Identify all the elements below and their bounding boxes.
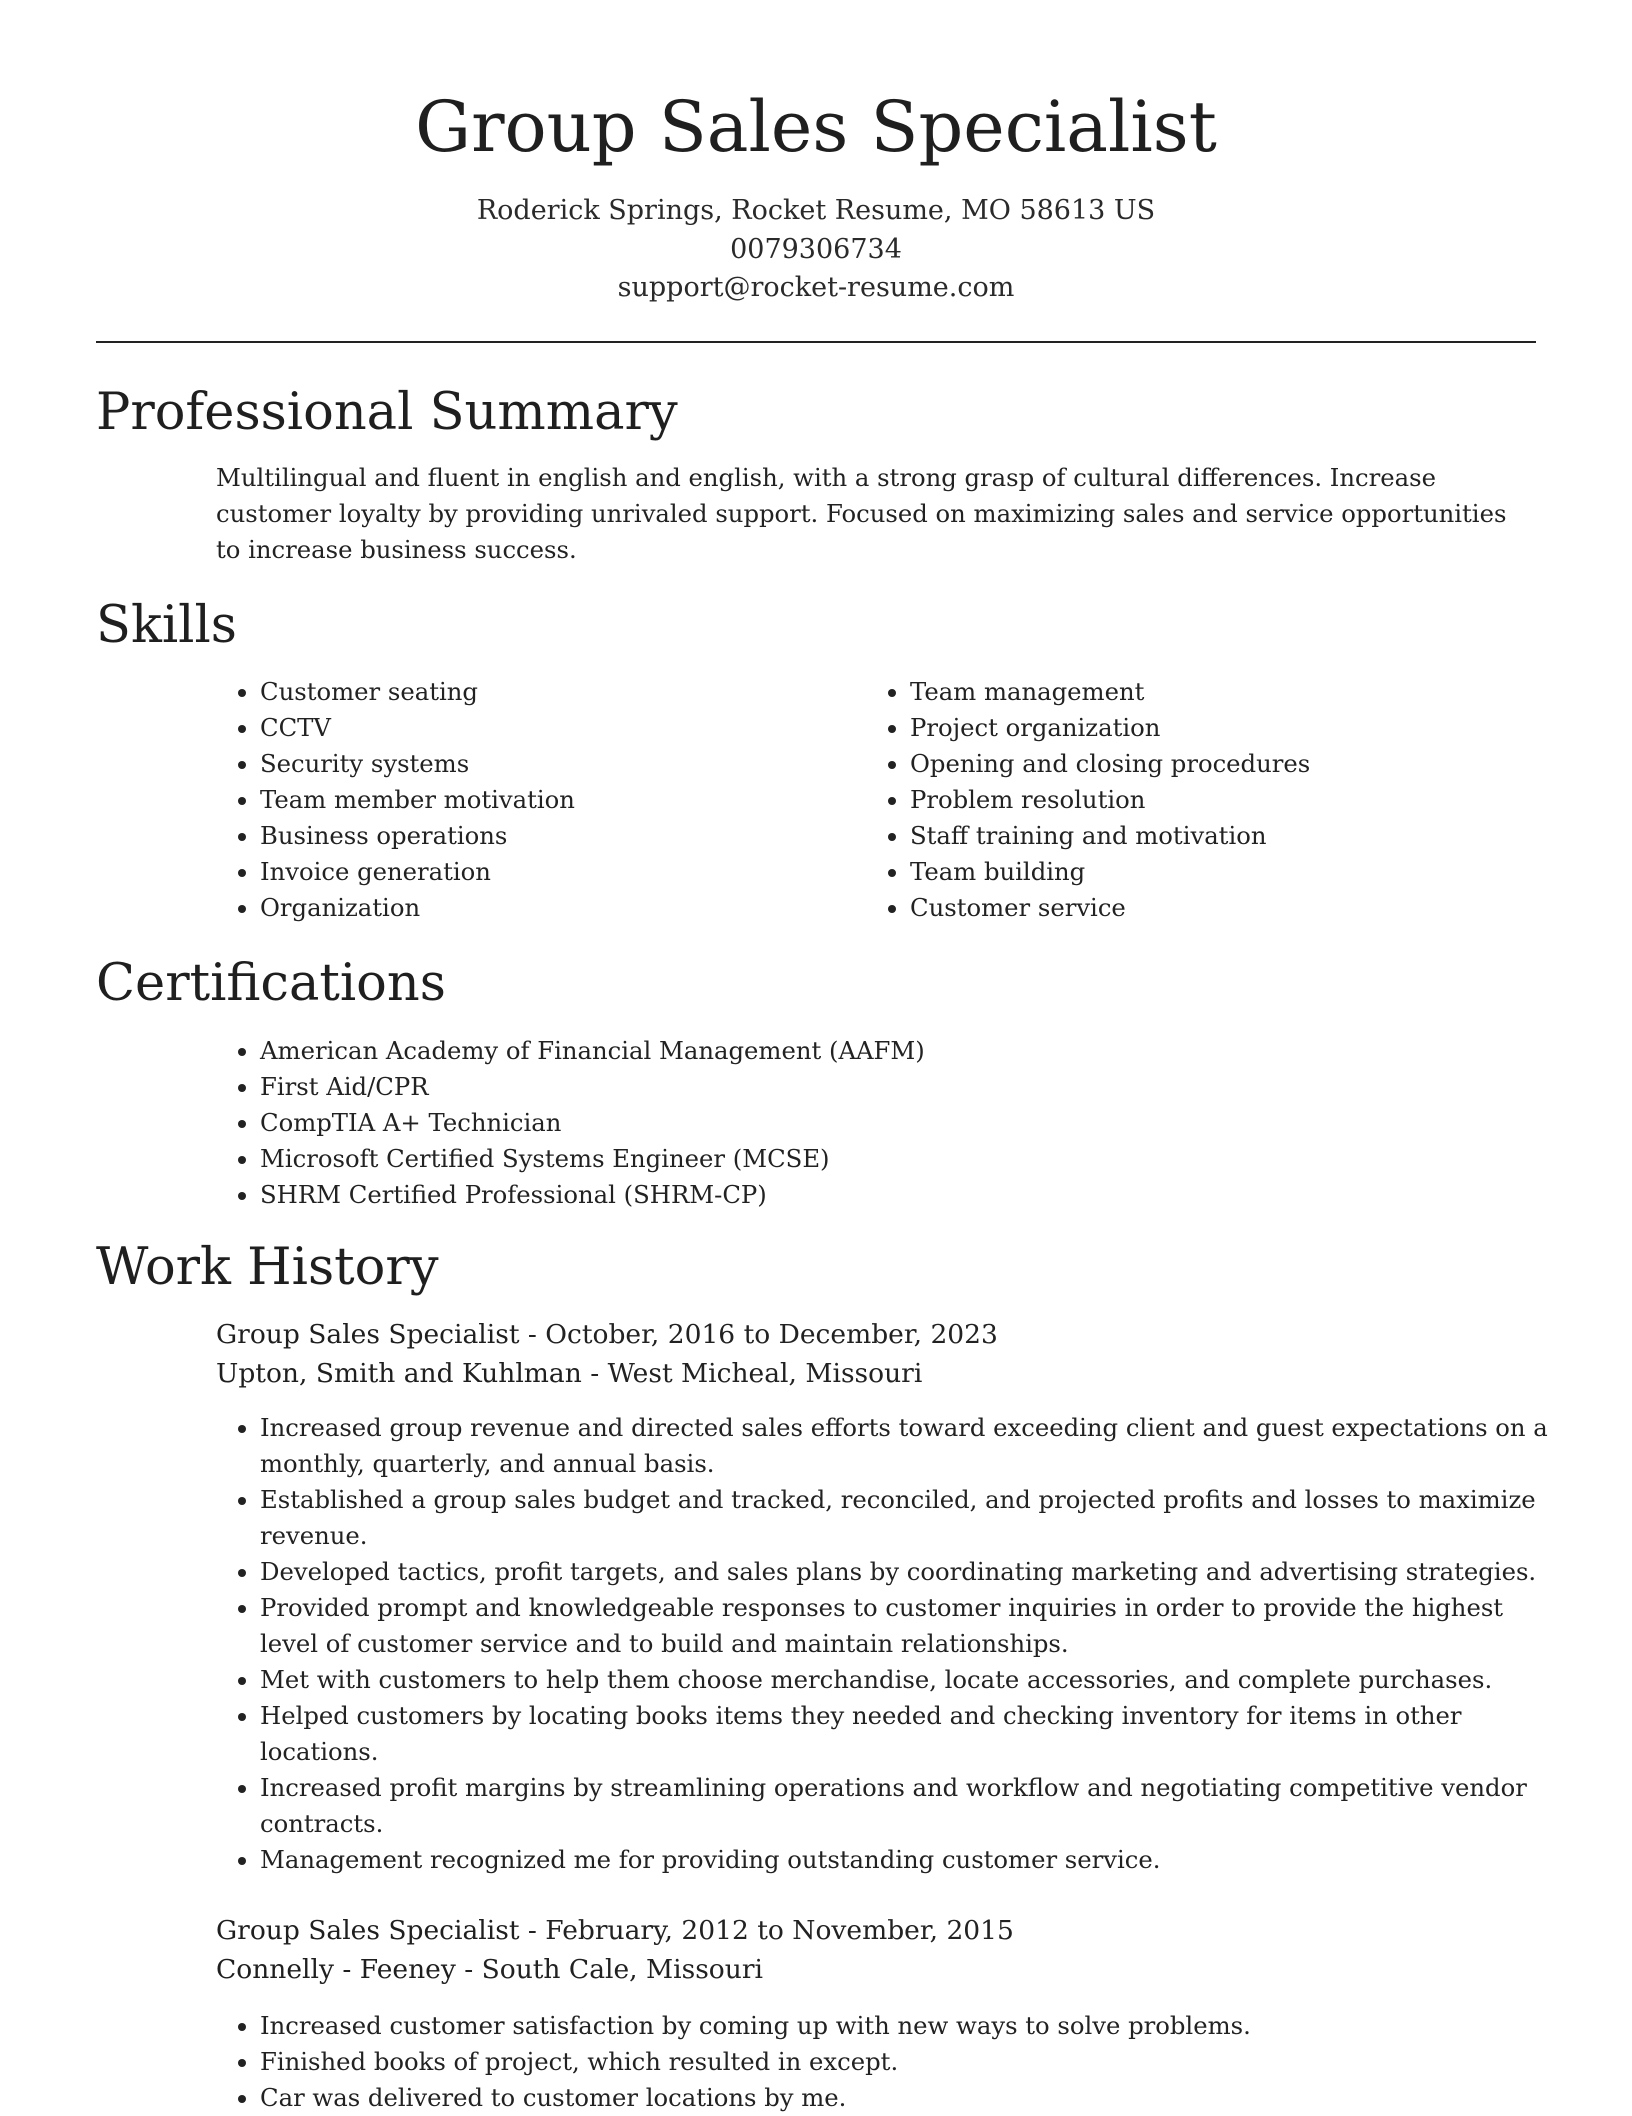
skill-item: • Problem resolution bbox=[910, 782, 1530, 818]
job-duty-item: • Increased group revenue and directed sales efforts toward exceeding client and guest expectations on a monthly, quarterly, and annual basis. bbox=[260, 1410, 1560, 1482]
certification-item: • First Aid/CPR bbox=[260, 1069, 1460, 1105]
skill-item: • Invoice generation bbox=[260, 854, 820, 890]
skills-heading: Skills bbox=[96, 596, 237, 655]
job-dates: - October, 2016 to December, 2023 bbox=[519, 1319, 998, 1350]
job-duties-list bbox=[216, 2008, 1560, 2116]
contact-address: Roderick Springs, Rocket Resume, MO 58613 US bbox=[476, 195, 1156, 226]
skill-item: • Customer seating bbox=[260, 674, 820, 710]
skill-item: • Team management bbox=[910, 674, 1530, 710]
contact-email: support@rocket-resume.com bbox=[617, 272, 1015, 303]
job-role: Group Sales Specialist bbox=[216, 1319, 520, 1350]
header-divider bbox=[96, 341, 1536, 343]
job-duty-item: • Met with customers to help them choose merchandise, locate accessories, and complete purchases. bbox=[260, 1662, 1560, 1698]
contact-block bbox=[0, 192, 1632, 308]
skills-list-left bbox=[216, 674, 820, 926]
job-dates: - February, 2012 to November, 2015 bbox=[519, 1915, 1014, 1946]
job-company-line bbox=[216, 1355, 922, 1393]
skill-item: • Project organization bbox=[910, 710, 1530, 746]
job-duty-item: • Finished books of project, which resulted in except. bbox=[260, 2044, 1560, 2080]
job-title-line bbox=[216, 1316, 998, 1354]
skill-item: • Team building bbox=[910, 854, 1530, 890]
job-location: - West Micheal, Missouri bbox=[581, 1358, 923, 1389]
skill-item: • Customer service bbox=[910, 890, 1530, 926]
skill-item: • CCTV bbox=[260, 710, 820, 746]
job-company: Upton, Smith and Kuhlman bbox=[216, 1358, 582, 1389]
resume-title: Group Sales Specialist bbox=[415, 86, 1217, 168]
skill-item: • Opening and closing procedures bbox=[910, 746, 1530, 782]
certifications-list bbox=[216, 1033, 1460, 1213]
job-location: - South Cale, Missouri bbox=[455, 1954, 763, 1985]
job-duty-item: • Car was delivered to customer locations by me. bbox=[260, 2080, 1560, 2116]
work-history-heading: Work History bbox=[96, 1238, 439, 1297]
job-duty-item: • Established a group sales budget and tracked, reconciled, and projected profits and losses to maximize revenue. bbox=[260, 1482, 1560, 1554]
skill-item: • Team member motivation bbox=[260, 782, 820, 818]
job-duties-list bbox=[216, 1410, 1560, 1878]
certification-item: • SHRM Certified Professional (SHRM-CP) bbox=[260, 1177, 1460, 1213]
summary-heading: Professional Summary bbox=[96, 383, 678, 442]
job-duty-item: • Management recognized me for providing outstanding customer service. bbox=[260, 1842, 1560, 1878]
certifications-heading: Certifications bbox=[96, 954, 446, 1013]
job-duty-item: • Provided prompt and knowledgeable responses to customer inquiries in order to provide the highest level of customer service and to build and maintain relationships. bbox=[260, 1590, 1560, 1662]
job-company: Connelly - Feeney bbox=[216, 1954, 456, 1985]
job-role: Group Sales Specialist bbox=[216, 1915, 520, 1946]
job-duty-item: • Helped customers by locating books items they needed and checking inventory for items in other locations. bbox=[260, 1698, 1560, 1770]
certification-item: • CompTIA A+ Technician bbox=[260, 1105, 1460, 1141]
skill-item: • Security systems bbox=[260, 746, 820, 782]
job-duty-item: • Increased customer satisfaction by coming up with new ways to solve problems. bbox=[260, 2008, 1560, 2044]
job-title-line bbox=[216, 1912, 1014, 1950]
skills-list-right bbox=[866, 674, 1530, 926]
skill-item: • Organization bbox=[260, 890, 820, 926]
contact-phone: 0079306734 bbox=[730, 233, 902, 265]
summary-text: Multilingual and fluent in english and english, with a strong grasp of cultural differences. Increase customer loyalty by providing unrivaled support. Focused on maximizing sales and service opportunities to increase business success. bbox=[216, 463, 1507, 564]
skill-item: • Business operations bbox=[260, 818, 820, 854]
job-duty-item: • Increased profit margins by streamlining operations and workflow and negotiating competitive vendor contracts. bbox=[260, 1770, 1560, 1842]
job-duty-item: • Developed tactics, profit targets, and sales plans by coordinating marketing and advertising strategies. bbox=[260, 1554, 1560, 1590]
job-company-line bbox=[216, 1951, 763, 1989]
certification-item: • American Academy of Financial Management (AAFM) bbox=[260, 1033, 1460, 1069]
skill-item: • Staff training and motivation bbox=[910, 818, 1530, 854]
certification-item: • Microsoft Certified Systems Engineer (MCSE) bbox=[260, 1141, 1460, 1177]
